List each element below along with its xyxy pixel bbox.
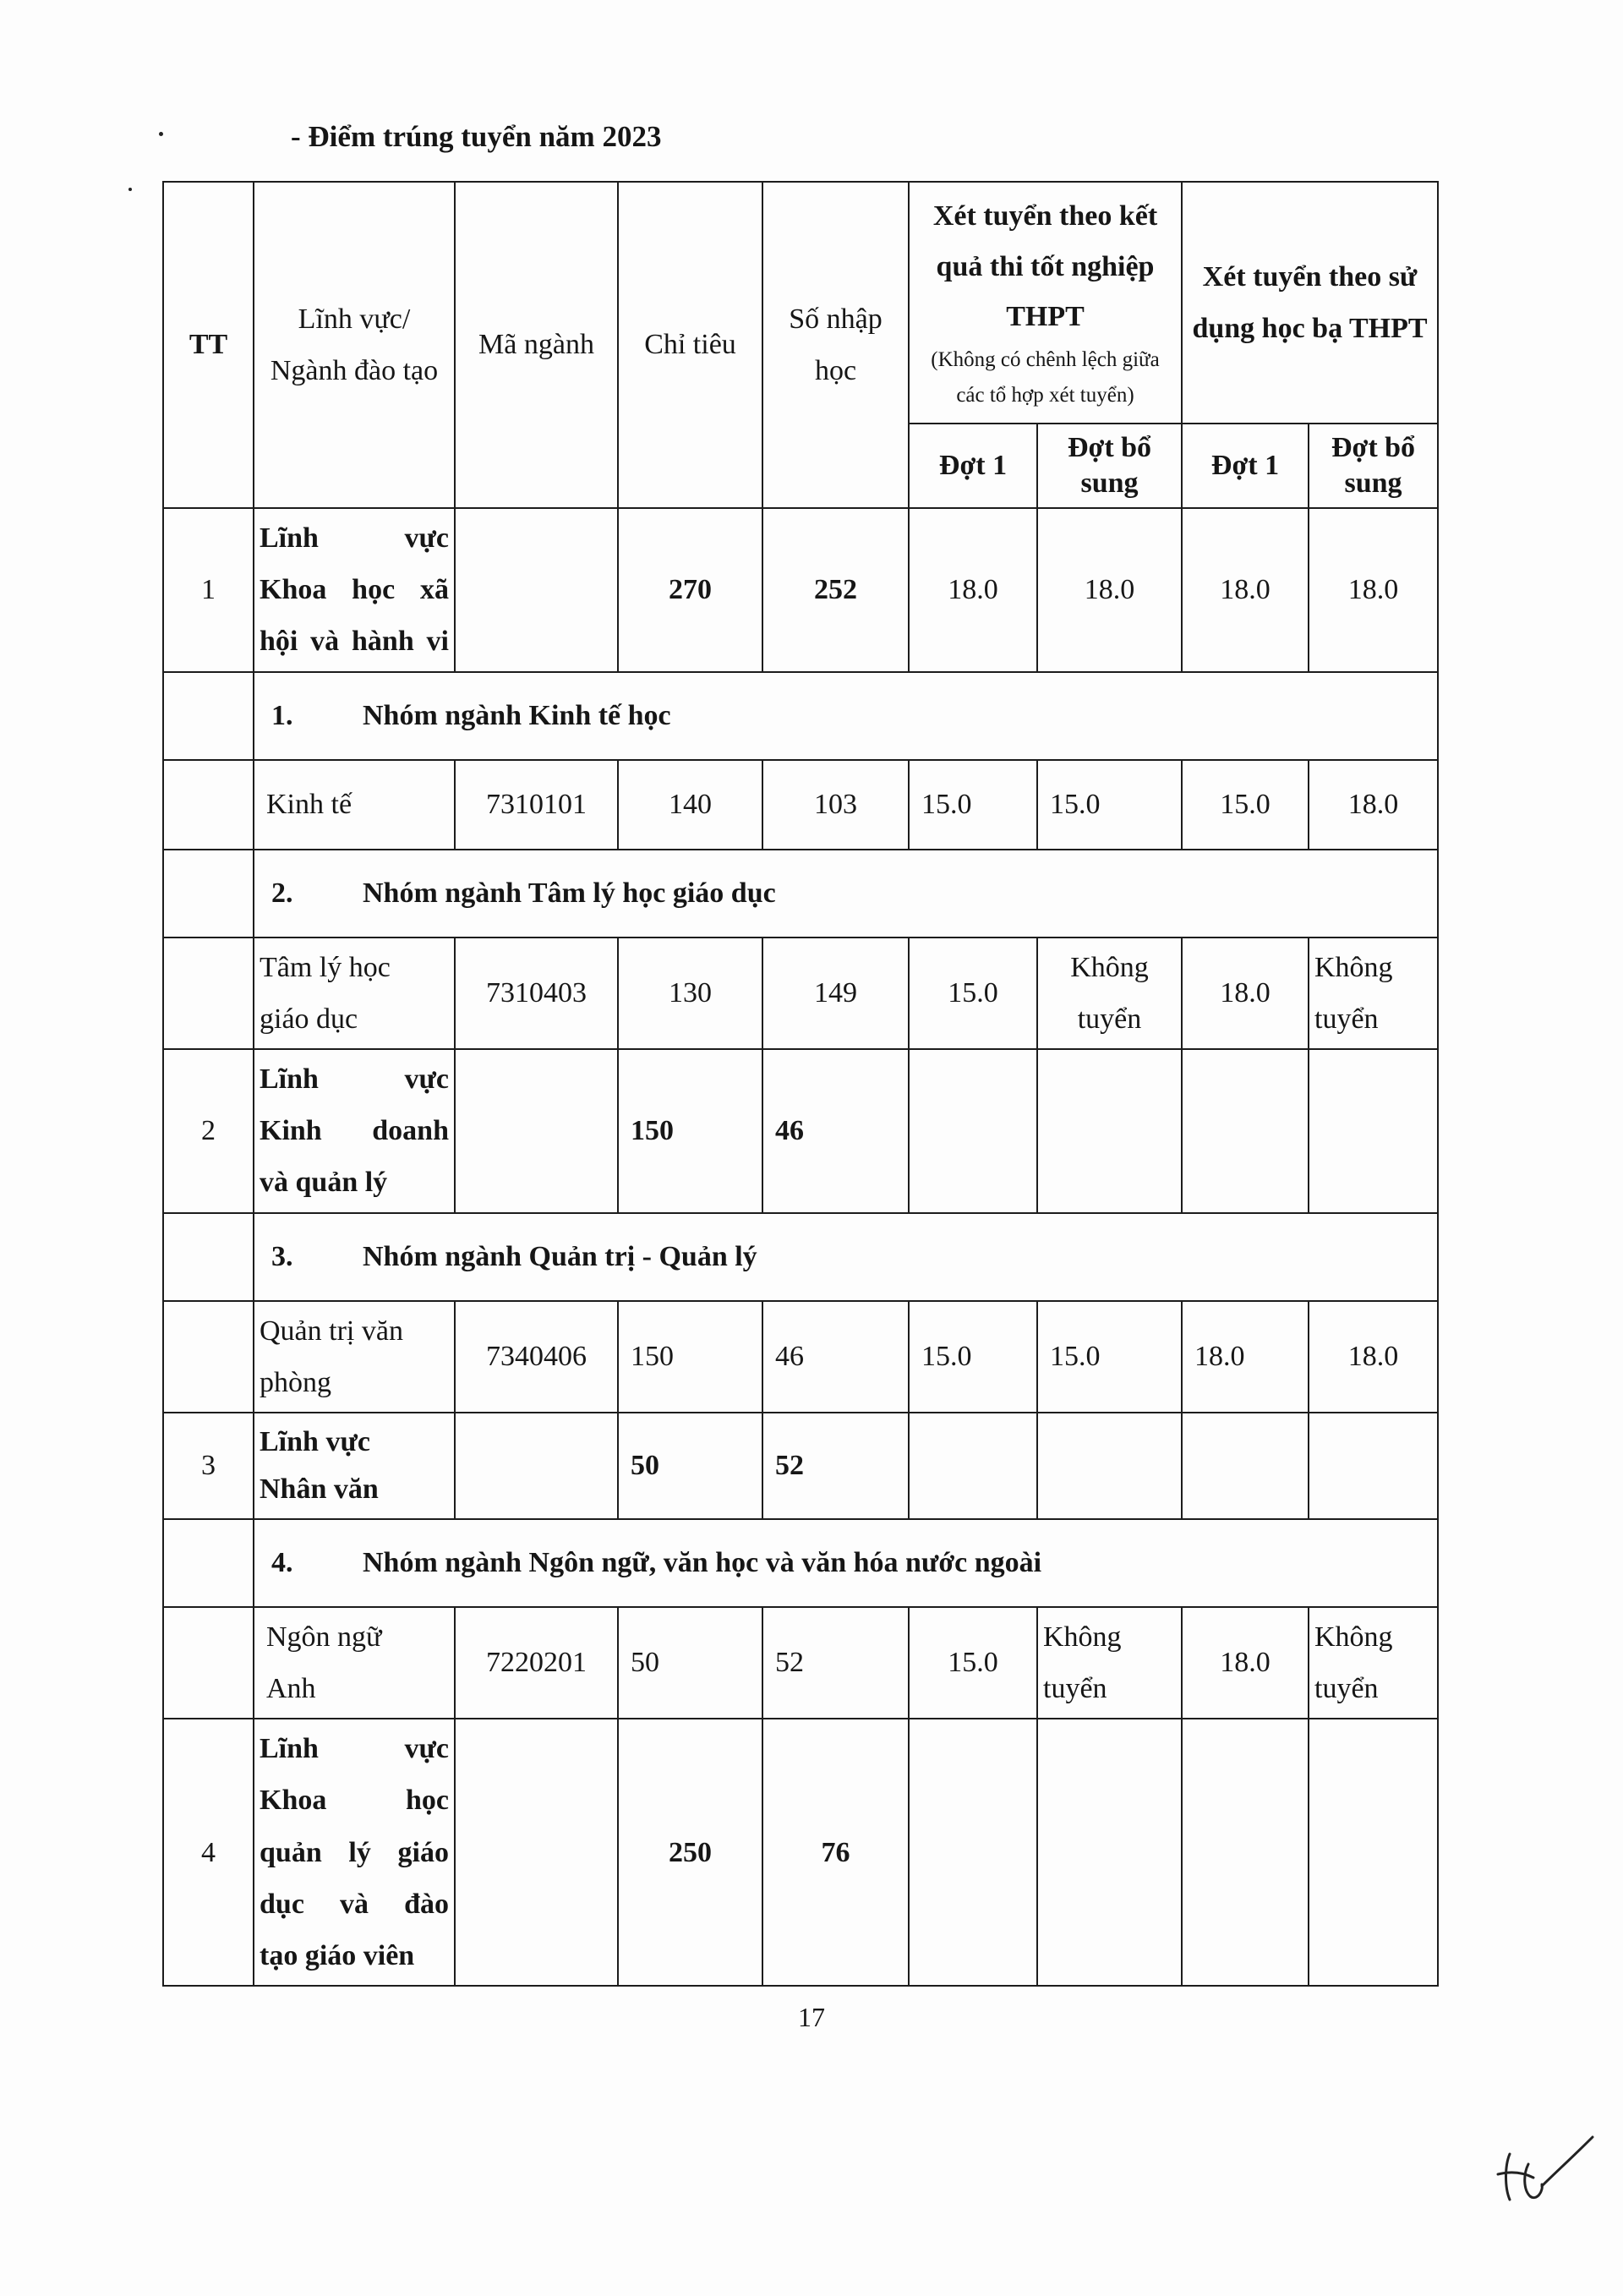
field-quota: 250 bbox=[618, 1719, 762, 1986]
score-exam-round-extra: 15.0 bbox=[1037, 760, 1182, 850]
group-number: 1. bbox=[271, 699, 293, 731]
header-round-extra-transcript: Đợt bổ sung bbox=[1309, 424, 1438, 508]
score-exam-round1: 15.0 bbox=[909, 1607, 1037, 1719]
major-row bbox=[163, 1301, 1438, 1413]
score-exam-round1: 15.0 bbox=[909, 1301, 1037, 1413]
field-code bbox=[455, 508, 618, 672]
major-enrolled: 46 bbox=[762, 1301, 909, 1413]
field-enrolled: 76 bbox=[762, 1719, 909, 1986]
field-enrolled: 252 bbox=[762, 508, 909, 672]
field-enrolled: 52 bbox=[762, 1413, 909, 1519]
field-code bbox=[455, 1413, 618, 1519]
score-exam-round1: 18.0 bbox=[909, 508, 1037, 672]
header-tt: TT bbox=[163, 182, 254, 508]
score-exam-round-extra: 15.0 bbox=[1037, 1301, 1182, 1413]
major-name: Kinh tế bbox=[254, 760, 455, 850]
field-quota: 150 bbox=[618, 1049, 762, 1213]
field-code bbox=[455, 1719, 618, 1986]
header-transcript-group: Xét tuyển theo sử dụng học bạ THPT bbox=[1182, 182, 1438, 424]
field-tt: 4 bbox=[163, 1719, 254, 1986]
score-transcript-round1: 15.0 bbox=[1182, 760, 1309, 850]
group-label bbox=[254, 1519, 1438, 1607]
group-number: 3. bbox=[271, 1240, 293, 1272]
score-transcript-round1: 18.0 bbox=[1182, 508, 1309, 672]
score-exam-round-extra: Không tuyển bbox=[1037, 1607, 1182, 1719]
score-transcript-round1: 18.0 bbox=[1182, 1607, 1309, 1719]
score-exam-round1 bbox=[909, 1719, 1037, 1986]
score-transcript-round-extra bbox=[1309, 1049, 1438, 1213]
header-exam-group-title: Xét tuyển theo kết quả thi tốt nghiệp THPT bbox=[932, 200, 1158, 333]
field-quota: 270 bbox=[618, 508, 762, 672]
header-row bbox=[163, 182, 1438, 424]
score-transcript-round1 bbox=[1182, 1049, 1309, 1213]
major-quota: 130 bbox=[618, 938, 762, 1049]
header-round1-transcript: Đợt 1 bbox=[1182, 424, 1309, 508]
admission-scores-table bbox=[162, 181, 1439, 1987]
header-exam-note: (Không có chênh lệch giữa các tổ hợp xét tuyển) bbox=[931, 347, 1160, 407]
score-transcript-round1 bbox=[1182, 1413, 1309, 1519]
score-transcript-round-extra: Không tuyển bbox=[1309, 938, 1438, 1049]
group-row bbox=[163, 672, 1438, 760]
field-name: Lĩnh vực Khoa học quản lý giáo dục và đào tạo giáo viên bbox=[254, 1719, 455, 1986]
major-code: 7310101 bbox=[455, 760, 618, 850]
score-transcript-round1: 18.0 bbox=[1182, 938, 1309, 1049]
group-label bbox=[254, 672, 1438, 760]
signature-mark bbox=[1495, 2122, 1596, 2215]
group-number: 4. bbox=[271, 1547, 293, 1579]
score-transcript-round-extra: Không tuyển bbox=[1309, 1607, 1438, 1719]
score-exam-round-extra: Không tuyển bbox=[1037, 938, 1182, 1049]
score-exam-round1 bbox=[909, 1049, 1037, 1213]
score-transcript-round-extra bbox=[1309, 1413, 1438, 1519]
score-transcript-round-extra: 18.0 bbox=[1309, 1301, 1438, 1413]
major-name: Ngôn ngữ Anh bbox=[254, 1607, 455, 1719]
group-number: 2. bbox=[271, 877, 293, 909]
score-transcript-round-extra: 18.0 bbox=[1309, 760, 1438, 850]
major-row bbox=[163, 938, 1438, 1049]
header-enrolled: Số nhập học bbox=[762, 182, 909, 508]
header-round1-exam: Đợt 1 bbox=[909, 424, 1037, 508]
group-name: Nhóm ngành Tâm lý học giáo dục bbox=[363, 877, 776, 909]
score-exam-round-extra bbox=[1037, 1413, 1182, 1519]
scan-mark bbox=[159, 132, 163, 136]
major-enrolled: 149 bbox=[762, 938, 909, 1049]
group-row bbox=[163, 1213, 1438, 1301]
header-exam-group bbox=[909, 182, 1182, 424]
field-code bbox=[455, 1049, 618, 1213]
field-row bbox=[163, 1719, 1438, 1986]
major-name: Tâm lý học giáo dục bbox=[254, 938, 455, 1049]
major-code: 7220201 bbox=[455, 1607, 618, 1719]
group-name: Nhóm ngành Quản trị - Quản lý bbox=[363, 1240, 757, 1272]
field-row bbox=[163, 508, 1438, 672]
major-enrolled: 103 bbox=[762, 760, 909, 850]
major-quota: 150 bbox=[618, 1301, 762, 1413]
score-exam-round-extra bbox=[1037, 1719, 1182, 1986]
group-name: Nhóm ngành Ngôn ngữ, văn học và văn hóa nước ngoài bbox=[363, 1547, 1042, 1579]
score-exam-round-extra: 18.0 bbox=[1037, 508, 1182, 672]
score-transcript-round-extra: 18.0 bbox=[1309, 508, 1438, 672]
group-name: Nhóm ngành Kinh tế học bbox=[363, 699, 671, 731]
score-exam-round-extra bbox=[1037, 1049, 1182, 1213]
major-quota: 50 bbox=[618, 1607, 762, 1719]
field-tt: 1 bbox=[163, 508, 254, 672]
group-label bbox=[254, 850, 1438, 938]
section-heading: - Điểm trúng tuyển năm 2023 bbox=[291, 120, 662, 153]
major-row bbox=[163, 760, 1438, 850]
header-quota: Chỉ tiêu bbox=[618, 182, 762, 508]
score-exam-round1: 15.0 bbox=[909, 760, 1037, 850]
field-name: Lĩnh vực Nhân văn bbox=[254, 1413, 455, 1519]
group-row bbox=[163, 850, 1438, 938]
header-code: Mã ngành bbox=[455, 182, 618, 508]
major-quota: 140 bbox=[618, 760, 762, 850]
score-exam-round1: 15.0 bbox=[909, 938, 1037, 1049]
group-label bbox=[254, 1213, 1438, 1301]
major-row bbox=[163, 1607, 1438, 1719]
field-row bbox=[163, 1049, 1438, 1213]
scan-mark bbox=[128, 188, 132, 191]
group-row bbox=[163, 1519, 1438, 1607]
field-quota: 50 bbox=[618, 1413, 762, 1519]
page-number: 17 bbox=[798, 2002, 825, 2032]
field-tt: 3 bbox=[163, 1413, 254, 1519]
major-code: 7310403 bbox=[455, 938, 618, 1049]
major-name: Quản trị văn phòng bbox=[254, 1301, 455, 1413]
field-enrolled: 46 bbox=[762, 1049, 909, 1213]
field-tt: 2 bbox=[163, 1049, 254, 1213]
field-row bbox=[163, 1413, 1438, 1519]
major-code: 7340406 bbox=[455, 1301, 618, 1413]
field-name: Lĩnh vực Kinh doanh và quản lý bbox=[254, 1049, 455, 1213]
header-field: Lĩnh vực/ Ngành đào tạo bbox=[254, 182, 455, 508]
header-round-extra-exam: Đợt bổ sung bbox=[1037, 424, 1182, 508]
score-transcript-round1 bbox=[1182, 1719, 1309, 1986]
major-enrolled: 52 bbox=[762, 1607, 909, 1719]
field-name: Lĩnh vực Khoa học xã hội và hành vi bbox=[254, 508, 455, 672]
score-exam-round1 bbox=[909, 1413, 1037, 1519]
score-transcript-round-extra bbox=[1309, 1719, 1438, 1986]
score-transcript-round1: 18.0 bbox=[1182, 1301, 1309, 1413]
